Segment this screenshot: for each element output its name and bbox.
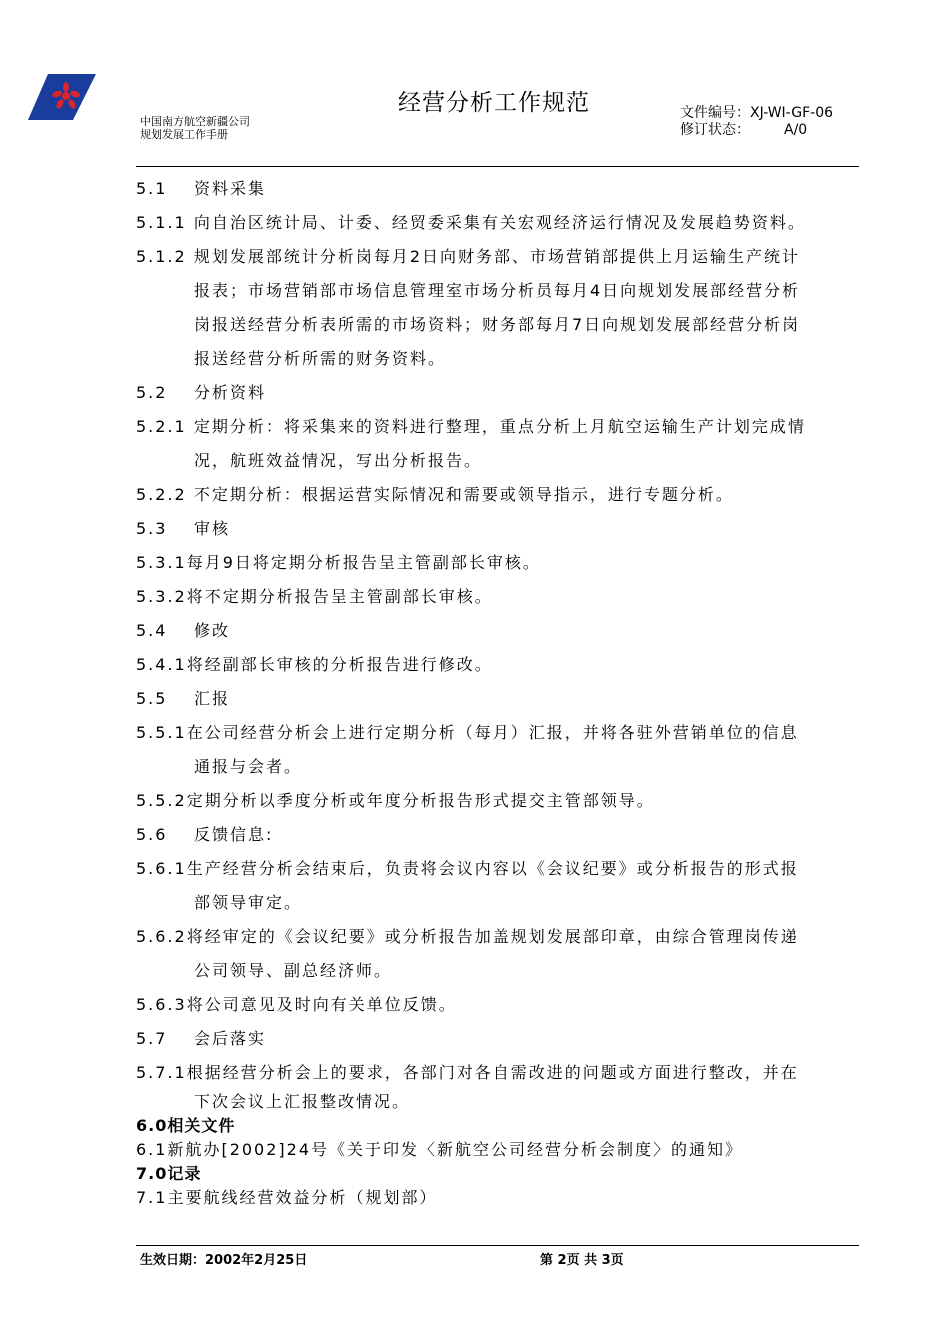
section-5-5: 5.5 汇报 [136,689,231,708]
effective-date: 生效日期：2002年2月25日 [140,1253,308,1268]
company-name [140,115,250,141]
section-5-3: 5.3 审核 [136,519,231,538]
item-5-2-1-cont: 况，航班效益情况，写出分析报告。 [194,451,483,470]
page-title: 经营分析工作规范 [398,90,590,116]
item-5-4-1: 5.4.1将经副部长审核的分析报告进行修改。 [136,655,493,674]
china-southern-logo [28,74,96,120]
section-7-heading: 7.0记录 [136,1164,202,1183]
doc-no-value: XJ-WI-GF-06 [750,105,834,121]
doc-no-label: 文件编号： [680,105,750,121]
item-5-3-1: 5.3.1每月9日将定期分析报告呈主管副部长审核。 [136,553,541,572]
item-5-1-2-cont: 岗报送经营分析表所需的市场资料；财务部每月7日向规划发展部经营分析岗 [194,315,801,334]
item-5-5-1-cont: 通报与会者。 [194,757,303,776]
item-5-6-1: 5.6.1生产经营分析会结束后，负责将会议内容以《会议纪要》或分析报告的形式报 [136,859,799,878]
section-5-7: 5.7 会后落实 [136,1029,267,1048]
section-5-2: 5.2 分析资料 [136,383,267,402]
item-5-1-2-cont: 报送经营分析所需的财务资料。 [194,349,447,368]
item-5-6-2-cont: 公司领导、副总经济师。 [194,961,393,980]
company-line-1: 中国南方航空新疆公司 [140,115,250,128]
document-body [136,172,856,1210]
section-5-6: 5.6 反馈信息: [136,825,274,844]
section-5-1: 5.1 资料采集 [136,179,267,198]
company-line-2: 规划发展工作手册 [140,128,228,141]
item-5-2-1: 5.2.1 定期分析：将采集来的资料进行整理，重点分析上月航空运输生产计划完成情 [136,417,806,436]
item-5-6-3: 5.6.3将公司意见及时向有关单位反馈。 [136,995,457,1014]
item-5-1-2: 5.1.2 规划发展部统计分析岗每月2日向财务部、市场营销部提供上月运输生产统计 [136,247,800,266]
item-7-1: 7.1主要航线经营效益分析（规划部） [136,1188,438,1207]
item-5-2-2: 5.2.2 不定期分析：根据运营实际情况和需要或领导指示，进行专题分析。 [136,485,734,504]
item-5-1-1: 5.1.1 向自治区统计局、计委、经贸委采集有关宏观经济运行情况及发展趋势资料。 [136,213,806,232]
revision-label: 修订状态： [680,122,750,138]
item-5-3-2: 5.3.2将不定期分析报告呈主管副部长审核。 [136,587,493,606]
item-5-5-1: 5.5.1在公司经营分析会上进行定期分析（每月）汇报，并将各驻外营销单位的信息 [136,723,799,742]
page-info: 第 2页 共 3页 [540,1253,624,1268]
item-6-1: 6.1新航办[2002]24号《关于印发〈新航空公司经营分析会制度〉的通知》 [136,1140,744,1159]
revision-value: A/0 [784,122,808,138]
footer-divider [136,1245,859,1246]
header-divider [136,166,859,167]
section-5-4: 5.4 修改 [136,621,231,640]
section-6-heading: 6.0相关文件 [136,1116,236,1135]
document-meta [680,105,833,139]
item-5-6-2: 5.6.2将经审定的《会议纪要》或分析报告加盖规划发展部印章，由综合管理岗传递 [136,927,799,946]
item-5-1-2-cont: 报表；市场营销部市场信息管理室市场分析员每月4日向规划发展部经营分析 [194,281,801,300]
item-5-6-1-cont: 部领导审定。 [194,893,303,912]
item-5-5-2: 5.5.2定期分析以季度分析或年度分析报告形式提交主管部领导。 [136,791,655,810]
item-5-7-1: 5.7.1根据经营分析会上的要求，各部门对各自需改进的问题或方面进行整改，并在 [136,1063,799,1082]
item-5-7-1-cont: 下次会议上汇报整改情况。 [194,1092,411,1111]
